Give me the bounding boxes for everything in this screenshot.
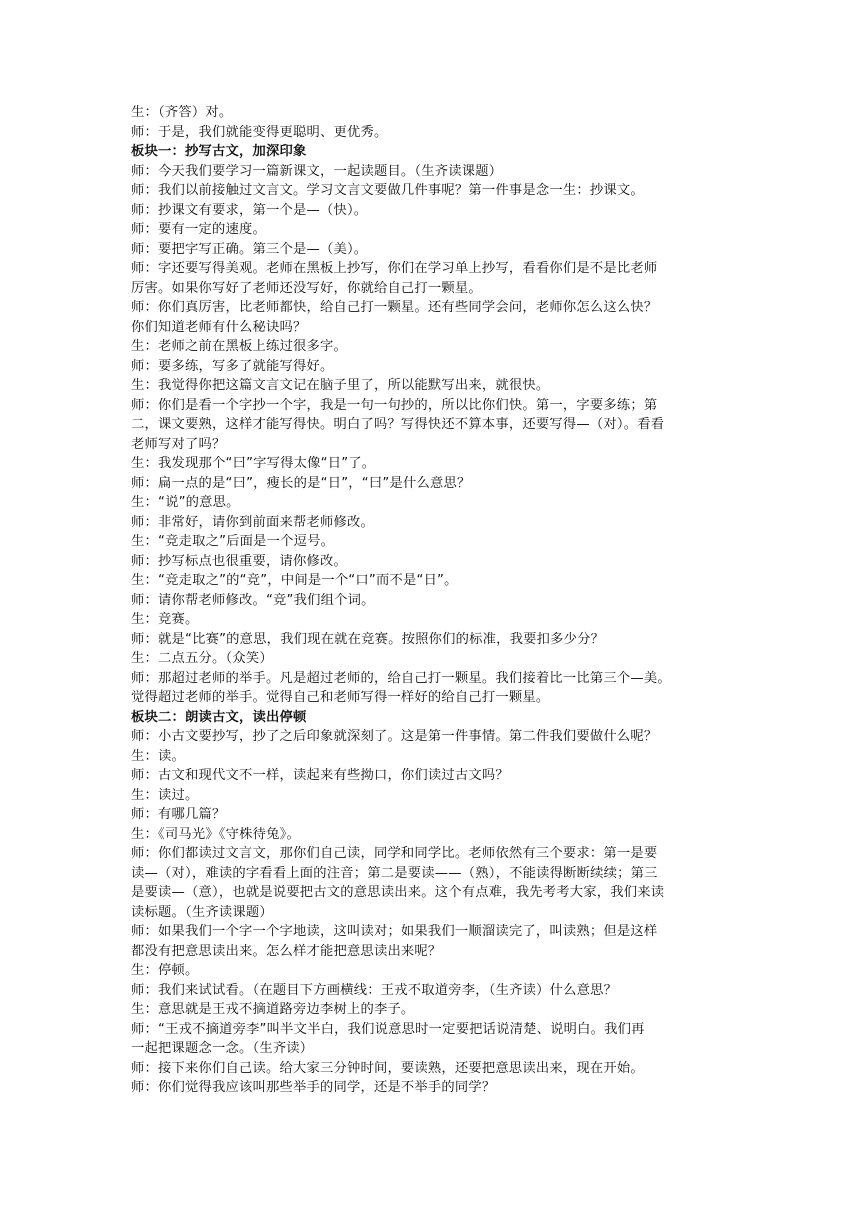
text-line: 师：抄写标点也很重要，请你修改。 <box>131 553 347 569</box>
text-line: 师：我们以前接触过文言文。学习文言文要做几件事呢？第一件事是念一生：抄课文。 <box>131 183 644 198</box>
text-line: 厉害。如果你写好了老师还没写好，你就给自己打一颗星。 <box>131 280 482 296</box>
text-line: 师：那超过老师的举手。凡是超过老师的，给自己打一颗星。我们接着比一比第三个—美。 <box>131 670 671 686</box>
text-line: 师：扁一点的是“曰”，瘦长的是“日”，“曰”是什么意思？ <box>131 475 471 491</box>
text-line: 师：你们都读过文言文，那你们自己读，同学和同学比。老师依然有三个要求：第一是要 <box>131 846 658 861</box>
text-line: 生：《司马光》《守株待兔》。 <box>131 826 301 842</box>
section-heading: 板块一：抄写古文，加深印象 <box>131 144 307 159</box>
text-line: 都没有把意思读出来。怎么样才能把意思读出来呢？ <box>131 943 442 959</box>
text-line: 生：读过。 <box>131 787 199 803</box>
text-line: 师：要把字写正确。第三个是—（美）。 <box>131 241 368 257</box>
text-line: 师：要有一定的速度。 <box>131 222 266 237</box>
text-line: 师：你们觉得我应该叫那些举手的同学，还是不举手的同学？ <box>131 1080 496 1095</box>
text-line: 师：小古文要抄写，抄了之后印象就深刻了。这是第一件事情。第二件我们要做什么呢？ <box>131 729 658 744</box>
text-line: 读标题。（生齐读课题） <box>131 904 273 920</box>
text-line: 老师写对了吗？ <box>131 436 226 452</box>
text-line: 师：古文和现代文不一样，读起来有些拗口，你们读过古文吗？ <box>131 768 509 783</box>
text-line: 师：如果我们一个字一个字地读，这叫读对；如果我们一顺溜读完了，叫读熟；但是这样 <box>131 924 658 939</box>
document-page <box>131 103 743 1098</box>
text-line: 生：意思就是王戎不摘道路旁边李树上的李子。 <box>131 1002 415 1017</box>
text-line: 生：“竞走取之”后面是一个逗号。 <box>131 534 335 549</box>
text-line: 生：我觉得你把这篇文言文记在脑子里了，所以能默写出来，就很快。 <box>131 378 550 393</box>
text-line: 你们知道老师有什么秘诀吗？ <box>131 319 307 335</box>
text-line: 生：停顿。 <box>131 963 199 978</box>
text-line: 生：（齐答）对。 <box>131 105 233 120</box>
text-line: 一起把课题念一念。（生齐读） <box>131 1041 314 1056</box>
text-line: 生：二点五分。（众笑） <box>131 651 273 666</box>
text-line: 师：接下来你们自己读。给大家三分钟时间，要读熟，还要把意思读出来，现在开始。 <box>131 1060 644 1076</box>
text-line: 生：“竞走取之”的“竞”，中间是一个“口”而不是“日”。 <box>131 573 458 588</box>
text-line: 师：非常好，请你到前面来帮老师修改。 <box>131 514 374 530</box>
text-line: 师：我们来试试看。（在题目下方画横线：王戎不取道旁李，（生齐读）什么意思？ <box>131 982 618 998</box>
text-line: 师：你们真厉害，比老师都快，给自己打一颗星。还有些同学会问，老师你怎么这么快？ <box>131 300 658 315</box>
text-line: 师：于是，我们就能变得更聪明、更优秀。 <box>131 124 388 140</box>
text-line: 生：我发现那个“曰”字写得太像“日”了。 <box>131 456 376 471</box>
text-line: 读—（对），难读的字看看上面的注音；第二是要读——（熟），不能读得断断续续；第三 <box>131 865 658 881</box>
text-line: 师：请你帮老师修改。“竞”我们组个词。 <box>131 592 375 608</box>
text-line: 是要读—（意），也就是说要把古文的意思读出来。这个有点难，我先考考大家，我们来读 <box>131 885 665 900</box>
text-line: 师：“王戎不摘道旁李”叫半文半白，我们说意思时一定要把话说清楚、说明白。我们再 <box>131 1021 645 1037</box>
text-line: 生：竞赛。 <box>131 612 199 627</box>
text-line: 觉得超过老师的举手。觉得自己和老师写得一样好的给自己打一颗星。 <box>131 690 550 705</box>
text-line: 二，课文要熟，这样才能写得快。明白了吗？写得快还不算本事，还要写得—（对）。看看 <box>131 417 665 432</box>
text-line: 师：有哪几篇？ <box>131 807 226 822</box>
text-line: 生：老师之前在黑板上练过很多字。 <box>131 339 347 354</box>
text-line: 师：就是“比赛”的意思，我们现在就在竞赛。按照你们的标准，我要扣多少分？ <box>131 631 605 647</box>
text-line: 师：抄课文有要求，第一个是—（快）。 <box>131 202 368 218</box>
text-line: 师：今天我们要学习一篇新课文，一起读题目。（生齐读课题） <box>131 163 503 179</box>
text-line: 师：要多练，写多了就能写得好。 <box>131 358 334 374</box>
text-line: 生：“说”的意思。 <box>131 495 240 510</box>
text-line: 师：字还要写得美观。老师在黑板上抄写，你们在学习单上抄写，看看你们是不是比老师 <box>131 261 658 276</box>
text-line: 生：读。 <box>131 748 185 764</box>
text-line: 师：你们是看一个字抄一个字，我是一句一句抄的，所以比你们快。第一，字要多练；第 <box>131 397 658 413</box>
section-heading: 板块二：朗读古文，读出停顿 <box>131 709 307 725</box>
